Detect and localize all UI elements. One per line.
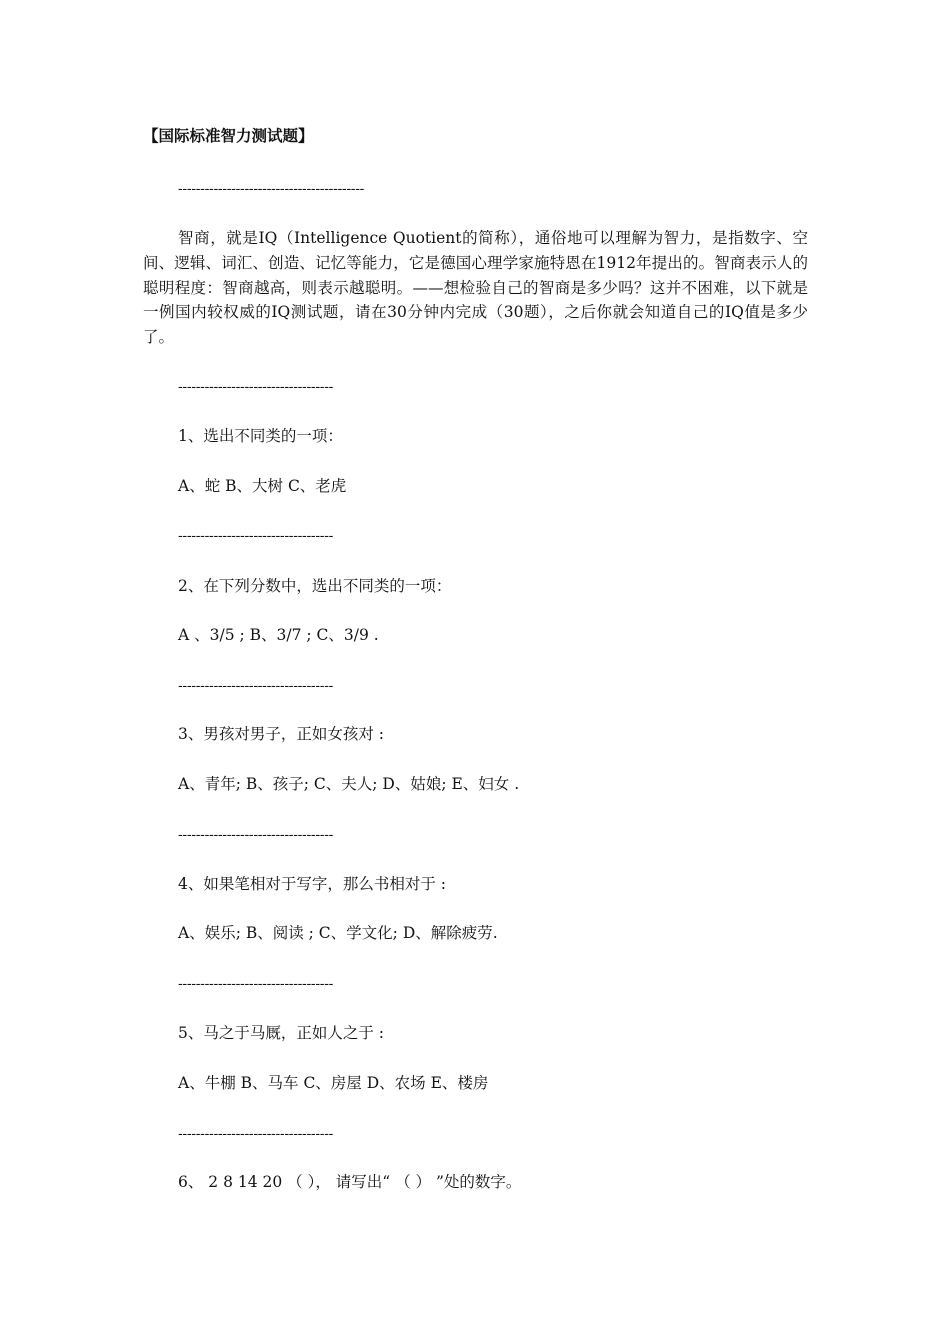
question-2: 2、在下列分数中，选出不同类的一项： xyxy=(178,577,452,595)
document-title: 【国际标准智力测试题】 xyxy=(143,126,314,145)
answer-options-3: A、青年; B、孩子; C、夫人; D、姑娘; E、妇女 . xyxy=(178,775,520,793)
answer-options-1: A、蛇 B、大树 C、老虎 xyxy=(178,477,347,495)
answer-options-4: A、娱乐; B、阅读 ; C、学文化; D、解除疲劳. xyxy=(178,924,498,942)
question-5: 5、马之于马厩，正如人之于 : xyxy=(178,1024,385,1042)
answer-options-5: A、牛棚 B、马车 C、房屋 D、农场 E、楼房 xyxy=(178,1074,489,1092)
separator: ----------------------------------- xyxy=(178,528,334,544)
separator: ----------------------------------- xyxy=(178,379,334,395)
intro-paragraph: 智商，就是IQ（Intelligence Quotient的简称），通俗地可以理解为智力，是指数字、空间、逻辑、词汇、创造、记忆等能力，它是德国心理学家施特恩在1912年提出的。智商表示人的聪明程度：智商越高，则表示越聪明。——想检验自己的智商是多少吗？这并不困难，以下就是一例国内较权威的IQ测试题，请在30分钟内完成（30题），之后你就会知道自己的IQ值是多少了。 xyxy=(143,229,808,347)
answer-options-2: A 、3/5 ; B、3/7 ; C、3/9 . xyxy=(178,626,379,644)
question-1: 1、选出不同类的一项： xyxy=(178,427,343,445)
question-3: 3、男孩对男子，正如女孩对 : xyxy=(178,725,385,743)
separator: ----------------------------------- xyxy=(178,827,334,843)
separator: ------------------------------------------ xyxy=(178,181,365,197)
question-6: 6、 2 8 14 20 （ ）， 请写出“ （ ） ”处的数字。 xyxy=(178,1173,522,1191)
separator: ----------------------------------- xyxy=(178,1126,334,1142)
question-4: 4、如果笔相对于写字，那么书相对于 : xyxy=(178,875,447,893)
separator: ----------------------------------- xyxy=(178,678,334,694)
separator: ----------------------------------- xyxy=(178,976,334,992)
